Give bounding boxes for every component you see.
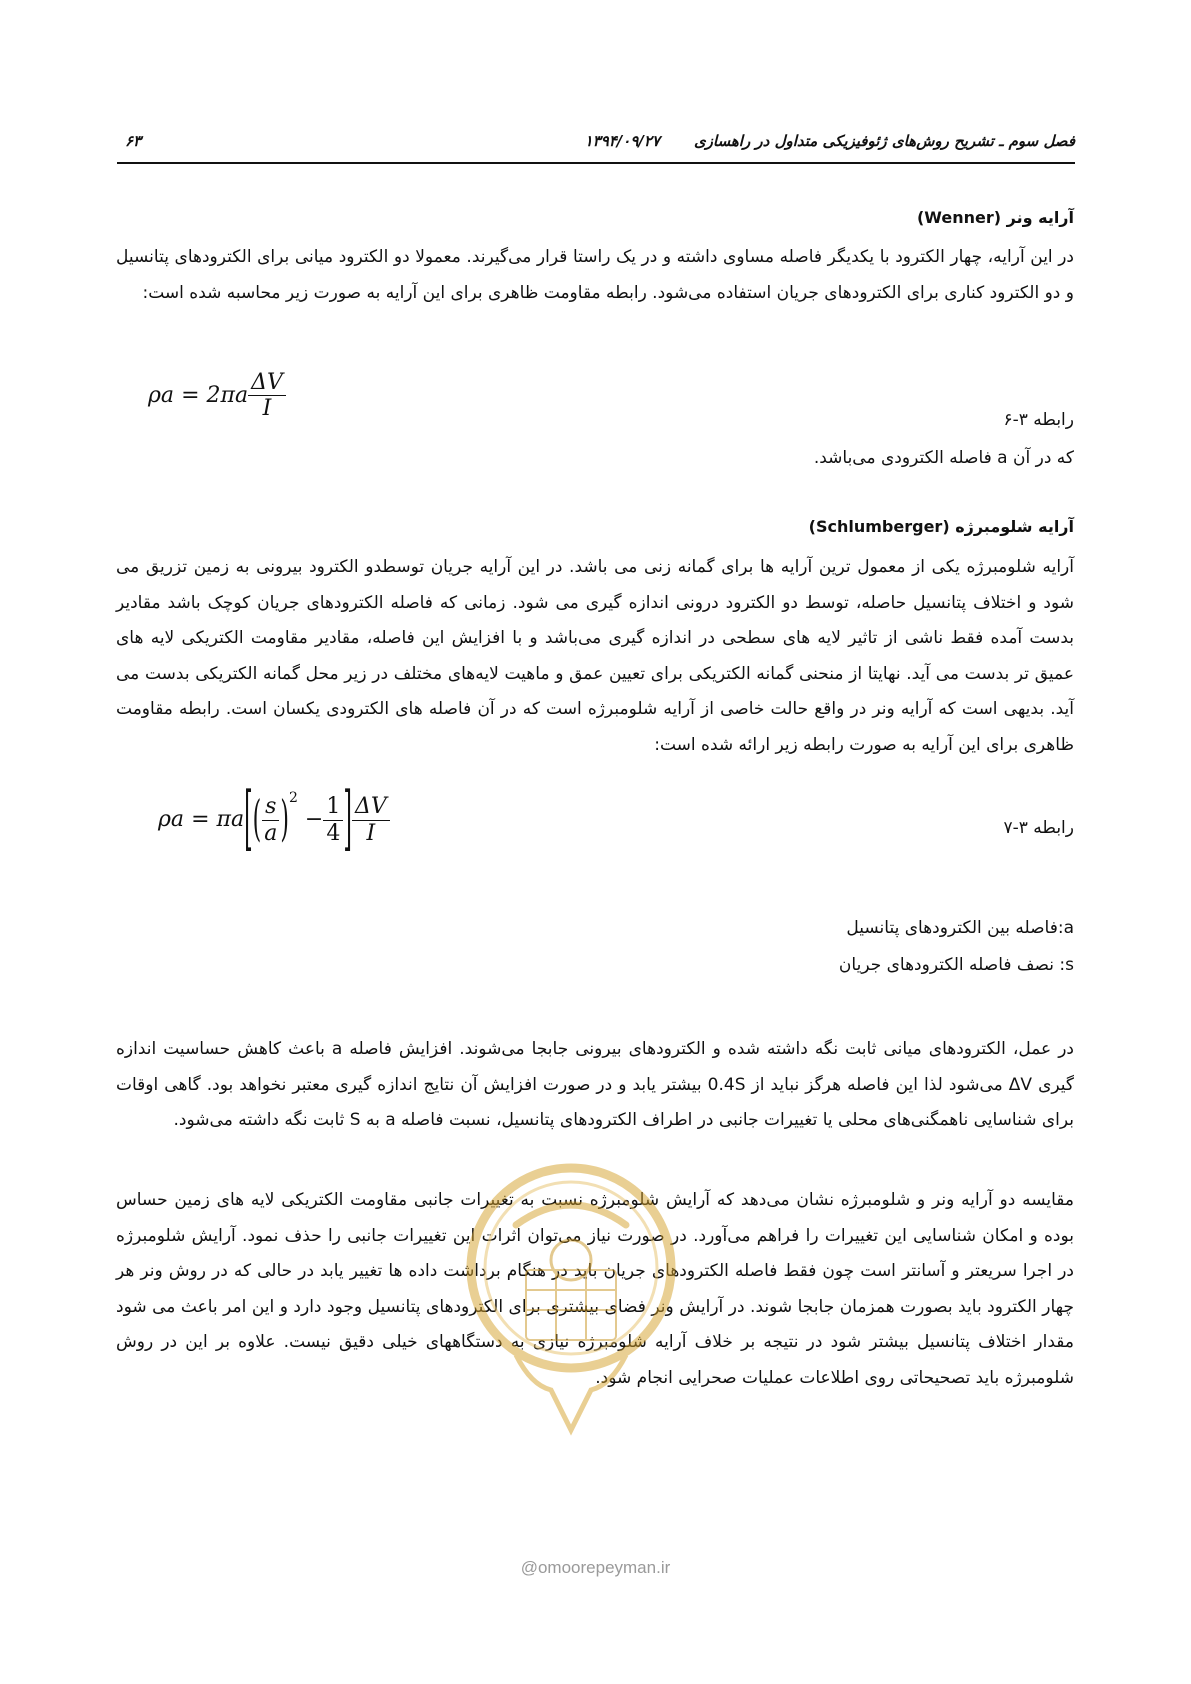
schlumberger-formula-label: رابطه ۳-۷ <box>1003 818 1074 838</box>
fraction-denominator: I <box>366 820 376 846</box>
definition-a: a:فاصله بین الکترودهای پتانسیل <box>846 918 1074 938</box>
right-bracket: ] <box>343 780 352 860</box>
one-quarter <box>323 794 343 846</box>
fraction-denominator: I <box>262 396 272 422</box>
schlumberger-heading: آرایه شلومبرژه (Schlumberger) <box>808 517 1074 536</box>
schlumberger-paragraph: آرایه شلومبرژه یکی از معمول ترین آرایه ها برای گمانه زنی می باشد. در این آرایه جریان توسطدو الکترود بیرونی به زمین تزریق می شود و اختلاف پتانسیل حاصله، توسط دو الکترود درونی اندازه گیری می شود. زمانی که فاصله الکترودهای جریان کوچک باشد مقادیر بدست آمده فقط ناشی از تاثیر لایه های سطحی در اندازه گیری می‌باشد و با افزایش این فاصله، مقادیر مقاومت الکتریکی لایه های عمیق تر بدست می آید. نهایتا از منحنی گمانه الکتریکی برای تعیین عمق و ماهیت لایه‌های مختلف در زیر محل گمانه الکتریکی بدست می آید. بدیهی است که آرایه ونر در واقع حالت خاصی از آرایه شلومبرژه است که در آن فاصله های الکترودی یکسان است. رابطه مقاومت ظاهری برای این آرایه به صورت رابطه زیر ارائه شده است: <box>116 557 1074 755</box>
exponent: 2 <box>288 790 298 806</box>
fraction-numerator: ΔV <box>352 794 390 820</box>
fraction-numerator: s <box>262 794 279 820</box>
formula-fraction <box>248 370 286 422</box>
formula-lhs: ρa <box>158 807 185 832</box>
right-paren: ) <box>280 792 289 848</box>
formula-lhs: ρa <box>148 382 175 408</box>
left-paren: ( <box>252 792 262 848</box>
formula-coef: 2πa <box>206 382 249 408</box>
s-over-a <box>261 794 280 846</box>
comparison-paragraph: مقایسه دو آرایه ونر و شلومبرژه نشان می‌دهد که آرایش شلومبرژه نسبت به تغییرات جانبی مقاومت الکتریکی لایه های زمین حساس بوده و امکان شناسایی این تغییرات را فراهم می‌آورد. در صورت نیاز می‌توان اثرات این تغییرات جانبی را حذف نمود. آرایش شلومبرژه در اجرا سریعتر و آسانتر است چون فقط فاصله الکترودهای جریان باید در هنگام برداشت داده ها تغییر یابد در حالی که در روش ونر هر چهار الکترود باید بصورت همزمان جابجا شوند. در آرایش ونر فضای بیشتری برای الکترودهای پتانسیل وجود دارد و این امر باعث می شود مقدار اختلاف پتانسیل بیشتر شود در نتیجه بر خلاف آرایه شلومبرژه نیازی به دستگاههای خیلی دقیق نیست. علاوه بر این در روش شلومبرژه باید تصحیحاتی روی اطلاعات عملیات صحرایی انجام شود. <box>116 1190 1074 1388</box>
minus-sign: − <box>304 807 324 832</box>
practice-paragraph: در عمل، الکترودهای میانی ثابت نگه داشته شده و الکترودهای بیرونی جابجا می‌شوند. افزایش فاصله a باعث کاهش حساسیت اندازه گیری ΔV می‌شود لذا این فاصله هرگز نباید از 0.4S بیشتر یابد و در صورت افزایش آن نتایج اندازه گیری معتبر نخواهد بود. گاهی اوقات برای شناسایی ناهمگنی‌های محلی یا تغییرات جانبی در اطراف الکترودهای پتانسیل، نسبت فاصله a به S ثابت نگه داشته می‌شود. <box>116 1039 1074 1130</box>
left-bracket: [ <box>244 780 253 860</box>
fraction-numerator: ΔV <box>248 370 286 396</box>
fraction-numerator: 1 <box>323 794 343 820</box>
schlumberger-formula <box>158 780 390 860</box>
definition-s: s: نصف فاصله الکترودهای جریان <box>838 955 1074 975</box>
formula-fraction <box>352 794 390 846</box>
fraction-denominator: 4 <box>326 820 341 846</box>
chapter-title: فصل سوم ـ تشریح روش‌های ژئوفیزیکی متداول در راهسازی <box>693 132 1075 150</box>
header-divider <box>117 162 1075 164</box>
header-date: ۱۳۹۴/۰۹/۲۷ <box>584 132 660 150</box>
wenner-formula-label: رابطه ۳-۶ <box>1003 410 1074 430</box>
wenner-formula <box>148 370 286 422</box>
wenner-note: که در آن a فاصله الکترودی می‌باشد. <box>813 448 1074 468</box>
watermark-stamp-logo <box>456 1150 686 1442</box>
page-header <box>117 132 1075 158</box>
formula-eq: = <box>181 382 200 408</box>
fraction-denominator: a <box>264 820 278 846</box>
formula-eq: = <box>191 807 210 832</box>
wenner-heading: آرایه ونر (Wenner) <box>916 208 1074 227</box>
wenner-paragraph: در این آرایه، چهار الکترود با یکدیگر فاصله مساوی داشته و در یک راستا قرار می‌گیرند. معمولا دو الکترود میانی برای الکترودهای پتانسیل و دو الکترود کناری برای الکترودهای جریان استفاده می‌شود. رابطه مقاومت ظاهری برای این آرایه به صورت زیر محاسبه شده است: <box>116 247 1074 303</box>
footer-url: @omoorepeyman.ir <box>520 1558 671 1577</box>
formula-coef: πa <box>216 807 245 832</box>
page-number: ۶۳ <box>125 132 142 150</box>
